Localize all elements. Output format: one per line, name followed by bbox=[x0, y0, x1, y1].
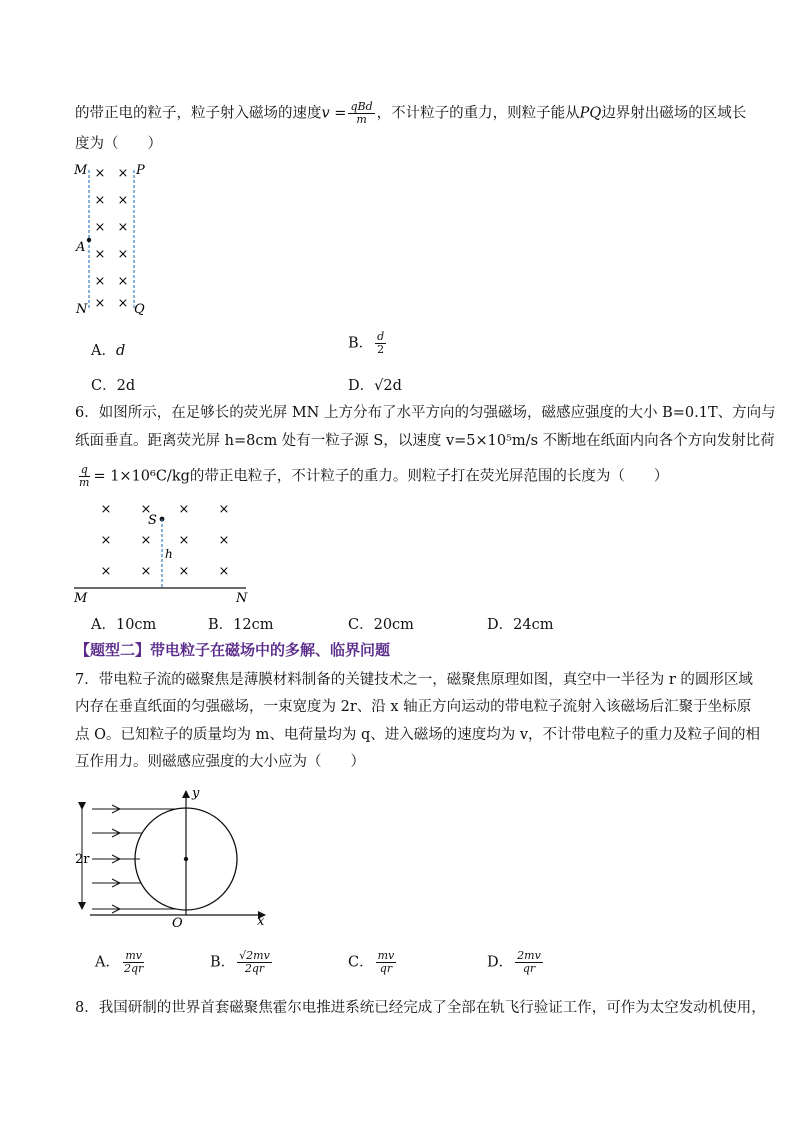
q7-stem-line1: 7．带电粒子流的磁聚焦是薄膜材料制备的关键技术之一，磁聚焦原理如图，真空中一半径为 r 的圆形区域 bbox=[75, 672, 753, 688]
q7-center-dot bbox=[184, 857, 188, 861]
q5-cross: × bbox=[117, 166, 129, 181]
q6-option-a[interactable]: A．10cm bbox=[91, 617, 157, 633]
q7-label-width: 2r bbox=[75, 852, 90, 867]
q5-field-crosses bbox=[95, 166, 129, 311]
q7-label-x: x bbox=[257, 914, 265, 929]
q8-stem-line1: 8．我国研制的世界首套磁聚焦霍尔电推进系统已经完成了全部在轨飞行验证工作，可作为太空发动机使用， bbox=[75, 1000, 766, 1016]
q7-stem-line3: 点 O。已知粒子的质量均为 m、电荷量均为 q、进入磁场的速度均为 v，不计带电粒子的重力及粒子间的相 bbox=[75, 727, 761, 743]
q5-cross: × bbox=[94, 247, 106, 262]
q5-cross: × bbox=[94, 296, 106, 311]
q6-cross: × bbox=[140, 564, 152, 579]
q5-cross: × bbox=[117, 247, 129, 262]
section-heading: 【题型二】带电粒子在磁场中的多解、临界问题 bbox=[75, 641, 391, 659]
q6-cross: × bbox=[178, 533, 190, 548]
q5-cross: × bbox=[94, 274, 106, 289]
q6-stem-line3: $\frac{q}{m}$ = 1×10⁶C/kg的带正电粒子，不计粒子的重力。则粒子打在荧光屏范围的长度为（ ） bbox=[79, 463, 669, 489]
q5-option-a[interactable]: A．d bbox=[91, 343, 126, 359]
q5-figure bbox=[70, 158, 160, 320]
q6-figure bbox=[70, 498, 255, 606]
q6-stem-line2: 纸面垂直。距离荧光屏 h=8cm 处有一粒子源 S，以速度 v=5×10⁵m/s 不断地在纸面内向各个方向发射比荷 bbox=[75, 433, 775, 449]
q5-option-b[interactable]: B． $\frac{d}{2}$ bbox=[348, 330, 385, 356]
q7-option-d[interactable]: D． $\frac{2mv}{qr}$ bbox=[487, 949, 541, 975]
q6-cross: × bbox=[218, 564, 230, 579]
q5-cross: × bbox=[117, 296, 129, 311]
q5-cross: × bbox=[117, 274, 129, 289]
q7-figure bbox=[70, 785, 280, 930]
q7-label-O: O bbox=[172, 916, 183, 930]
q7-option-a[interactable]: A． $\frac{mv}{2qr}$ bbox=[95, 949, 144, 975]
q5-stem-line2: 度为（ ） bbox=[75, 136, 162, 152]
q6-cross: × bbox=[100, 502, 112, 517]
q7-label-y: y bbox=[192, 786, 200, 801]
q6-cross: × bbox=[178, 564, 190, 579]
q6-option-c[interactable]: C．20cm bbox=[348, 617, 414, 633]
q6-option-b[interactable]: B．12cm bbox=[208, 617, 274, 633]
q5-cross: × bbox=[117, 220, 129, 235]
q6-cross: × bbox=[178, 502, 190, 517]
q6-label-M: M bbox=[74, 591, 88, 606]
q5-label-A: A bbox=[76, 240, 86, 255]
q6-field-crosses bbox=[101, 502, 230, 579]
q5-cross: × bbox=[94, 166, 106, 181]
q6-cross: × bbox=[218, 502, 230, 517]
q6-label-N: N bbox=[236, 591, 248, 606]
q7-stem-line2: 内存在垂直纸面的匀强磁场，一束宽度为 2r、沿 x 轴正方向运动的带电粒子流射入该磁场后汇聚于坐标原 bbox=[75, 699, 752, 715]
q6-cross: × bbox=[218, 533, 230, 548]
q5-point-A bbox=[87, 238, 91, 242]
q6-cross: × bbox=[140, 502, 152, 517]
q5-cross: × bbox=[94, 220, 106, 235]
q6-cross: × bbox=[100, 533, 112, 548]
q5-label-Q: Q bbox=[134, 302, 145, 317]
q5-label-P: P bbox=[136, 163, 145, 178]
q5-velocity-fraction: $\frac{\text{qBd}}{m}$ bbox=[350, 100, 373, 126]
q6-stem-line1: 6．如图所示，在足够长的荧光屏 MN 上方分布了水平方向的匀强磁场，磁感应强度的大小 B=0.1T、方向与 bbox=[75, 405, 776, 421]
q5-option-d[interactable]: D．√2d bbox=[348, 378, 402, 394]
q6-cross: × bbox=[140, 533, 152, 548]
q5-option-c[interactable]: C．2d bbox=[91, 378, 136, 394]
q7-option-b[interactable]: B． $\frac{√2mv}{2qr}$ bbox=[210, 949, 270, 975]
q7-stem-line4: 互作用力。则磁感应强度的大小应为（ ） bbox=[75, 754, 365, 770]
q5-label-N: N bbox=[76, 302, 88, 317]
q7-option-c[interactable]: C． $\frac{mv}{qr}$ bbox=[348, 949, 395, 975]
q5-cross: × bbox=[94, 193, 106, 208]
q5-stem-line1: 的带正电的粒子，粒子射入磁场的速度v = $\frac{\text{qBd}}{m}$ ，不计粒子的重力，则粒子能从PQ边界射出磁场的区域长 bbox=[75, 100, 747, 126]
q7-particle-beams bbox=[92, 805, 176, 913]
q5-cross: × bbox=[117, 193, 129, 208]
q5-label-M: M bbox=[74, 163, 88, 178]
q6-cross: × bbox=[100, 564, 112, 579]
q6-option-d[interactable]: D．24cm bbox=[487, 617, 554, 633]
q6-label-h: h bbox=[165, 547, 173, 561]
q6-label-S: S bbox=[148, 513, 157, 528]
